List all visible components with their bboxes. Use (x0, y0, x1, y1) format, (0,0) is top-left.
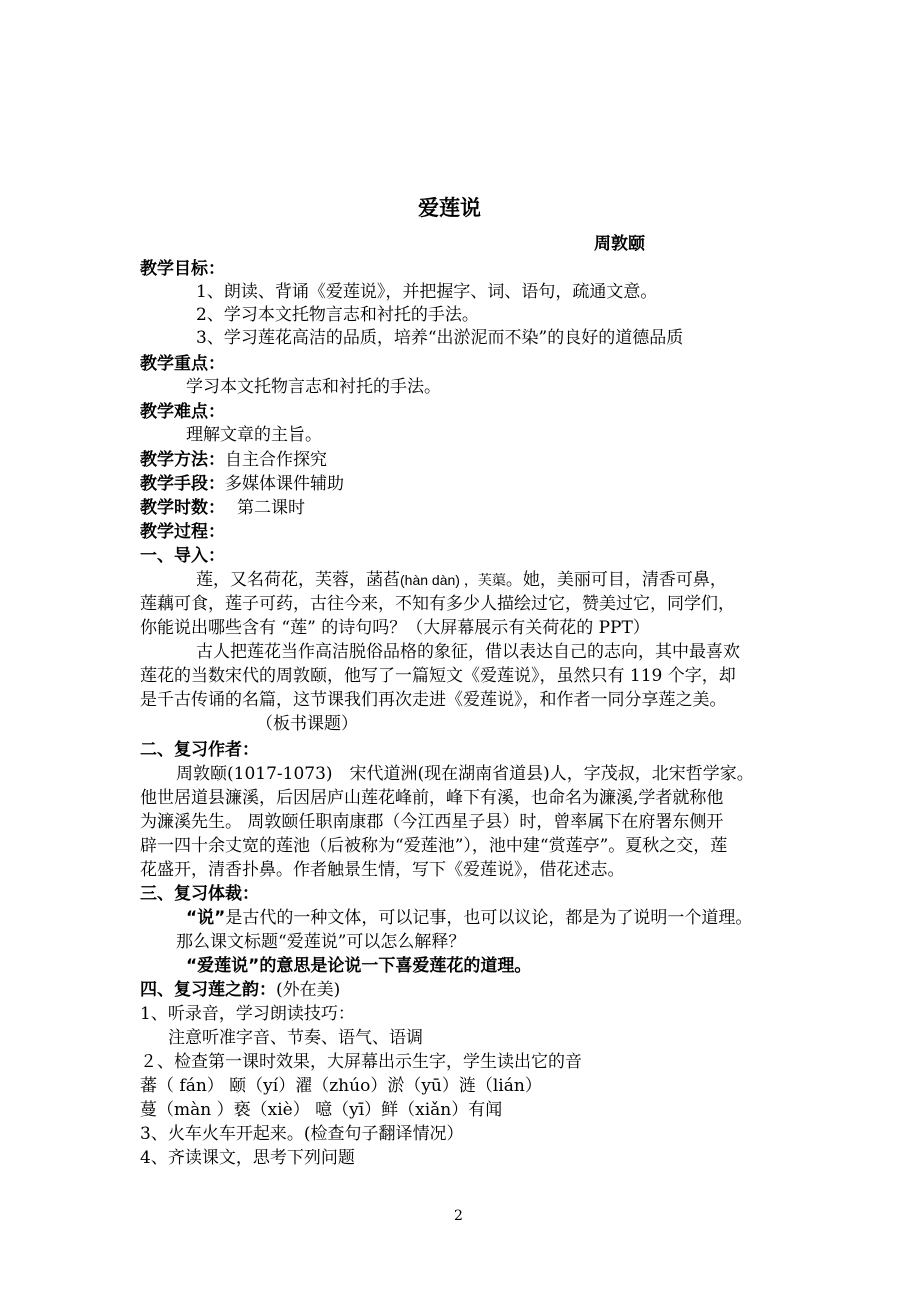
intro-small-text: 芙蕖 (477, 573, 506, 589)
rhyme-heading: 四、复习莲之韵： (140, 980, 276, 1000)
author-review-line: 辟一四十余丈宽的莲池（后被称为“爱莲池”），池中建“赏莲亭”。夏秋之交，莲 (140, 836, 728, 856)
board-note: （板书课题） (256, 714, 358, 734)
pronunciation-row: 蔓（màn ）亵（xiè） 噫（yī）鲜（xiǎn）有闻 (140, 1100, 503, 1120)
method-row (140, 448, 327, 472)
rhyme-heading-note: (外在美) (276, 980, 341, 1000)
author-review-line: 他世居道县濂溪，后因居庐山莲花峰前，峰下有溪，也命名为濂溪,学者就称他 (140, 788, 724, 808)
genre-line (186, 906, 752, 930)
rhyme-step: 4、齐读课文，思考下列问题 (140, 1148, 355, 1168)
hours-text: 第二课时 (237, 498, 305, 518)
rhyme-step: 1、听录音，学习朗读技巧： (140, 1004, 355, 1024)
key-point-text: 学习本文托物言志和衬托的手法。 (186, 377, 441, 397)
intro-line: 是千古传诵的名篇，这节课我们再次走进《爱莲说》，和作者一同分享莲之美。 (140, 690, 727, 710)
method-text: 自主合作探究 (225, 450, 327, 470)
intro-line (196, 568, 727, 593)
intro-line: 古人把莲花当作高洁脱俗品格的象征，借以表达自己的志向，其中最喜欢 (196, 642, 740, 662)
author-review-heading: 二、复习作者： (140, 740, 259, 760)
pinyin-annotation: (hàn dàn) ， (400, 572, 478, 588)
means-heading: 教学手段： (140, 474, 225, 494)
author-review-line: 花盛开，清香扑鼻。作者触景生情，写下《爱莲说》，借花述志。 (140, 860, 625, 880)
intro-line: 你能说出哪些含有 “莲” 的诗句吗？（大屏幕展示有关荷花的 PPT） (140, 618, 650, 638)
intro-line: 莲花的当数宋代的周敦颐，他写了一篇短文《爱莲说》，虽然只有 119 个字，却 (140, 666, 736, 686)
difficulty-heading: 教学难点： (140, 402, 225, 422)
objective-item: 3、学习莲花高洁的品质，培养“出淤泥而不染”的良好的道德品质 (196, 328, 684, 348)
objectives-heading: 教学目标： (140, 259, 225, 279)
genre-line: 那么课文标题“爱莲说”可以怎么解释？ (176, 932, 466, 952)
pronunciation-row: 蕃（ fán） 颐（yí）濯（zhúo）淤（yū）涟（lián） (140, 1076, 542, 1096)
means-row (140, 472, 344, 496)
page-title: 爱莲说 (418, 196, 481, 220)
author-review-line: 周敦颐(1017-1073) 宋代道洲(现在湖南省道县)人，字茂叔，北宋哲学家。 (176, 764, 754, 784)
hours-heading: 教学时数： (140, 498, 225, 518)
intro-text: 莲，又名荷花，芙蓉，菡萏 (196, 570, 400, 590)
author-name: 周敦颐 (594, 234, 645, 254)
genre-answer: “爱莲说”的意思是论说一下喜爱莲花的道理。 (186, 956, 532, 976)
method-heading: 教学方法： (140, 450, 225, 470)
intro-line: 莲藕可食，莲子可药，古往今来，不知有多少人描绘过它，赞美过它，同学们， (140, 594, 735, 614)
genre-heading: 三、复习体裁： (140, 884, 259, 904)
rhyme-step-note: 注意听准字音、节奏、语气、语调 (168, 1028, 423, 1048)
difficulty-text: 理解文章的主旨。 (186, 425, 322, 445)
key-point-heading: 教学重点： (140, 354, 225, 374)
intro-heading: 一、导入： (140, 546, 225, 566)
intro-text: 。她，美丽可目，清香可鼻， (505, 570, 727, 590)
genre-term: “说” (186, 908, 226, 928)
author-review-line: 为濂溪先生。 周敦颐任职南康郡（今江西星子县）时，曾率属下在府署东侧开 (140, 812, 724, 832)
means-text: 多媒体课件辅助 (225, 474, 344, 494)
rhyme-step: 3、火车火车开起来。(检查句子翻译情况） (140, 1124, 464, 1144)
rhyme-heading-row (140, 978, 340, 1002)
objective-item: 1、朗读、背诵《爱莲说》，并把握字、词、语句，疏通文意。 (196, 282, 658, 302)
hours-row (140, 496, 305, 520)
genre-text: 是古代的一种文体，可以记事，也可以议论，都是为了说明一个道理。 (225, 908, 753, 928)
page-number: 2 (454, 1208, 463, 1224)
objective-item: 2、学习本文托物言志和衬托的手法。 (196, 305, 479, 325)
process-heading: 教学过程： (140, 522, 225, 542)
rhyme-step: ２、检查第一课时效果，大屏幕出示生字，学生读出它的音 (140, 1052, 582, 1072)
